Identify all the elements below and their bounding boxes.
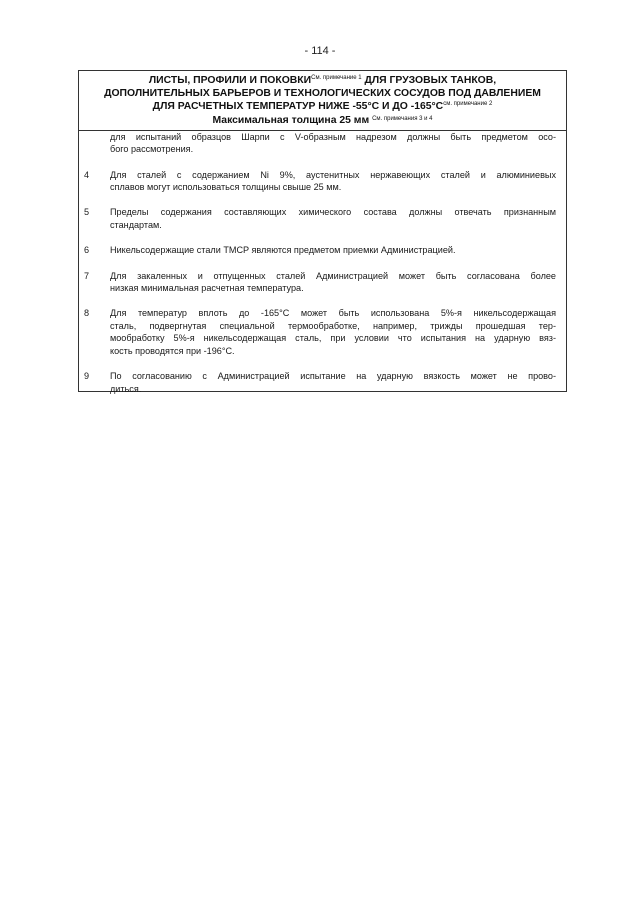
note-9 (79, 370, 566, 395)
note-8 (79, 307, 566, 357)
header-line-1-text: ЛИСТЫ, ПРОФИЛИ И ПОКОВКИ (148, 75, 312, 86)
note-line: мообработку 5%-я никельсодержащая сталь, при условии что испытания на ударную вяз- (110, 333, 556, 344)
note-number: 8 (84, 308, 90, 319)
note-5 (79, 206, 566, 231)
header-line-2: ДОПОЛНИТЕЛЬНЫХ БАРЬЕРОВ И ТЕХНОЛОГИЧЕСКИХ СОСУДОВ ПОД ДАВЛЕНИЕМ (104, 88, 541, 100)
note-number: 5 (84, 207, 90, 218)
note-line: сплавов могут использоваться толщины свыше 25 мм. (110, 182, 342, 193)
table-header (79, 71, 566, 131)
note-number: 7 (84, 270, 90, 281)
header-line-1-text-end: ДЛЯ ГРУЗОВЫХ ТАНКОВ, (361, 75, 497, 86)
header-note-ref-3: См. примечания 3 и 4 (372, 115, 433, 122)
note-line: Никельсодержащие стали TMCP являются предметом приемки Администрацией. (110, 245, 456, 256)
note-4 (79, 169, 566, 194)
note-number: 6 (84, 245, 90, 256)
note-line: диться. (110, 383, 142, 394)
header-subtitle (83, 114, 562, 127)
notes-table (78, 70, 567, 392)
note-line: По согласованию с Администрацией испытание на ударную вязкость может не прово- (110, 371, 556, 382)
header-line-3-text: ДЛЯ РАСЧЕТНЫХ ТЕМПЕРАТУР НИЖЕ -55°C И ДО -165°C (152, 101, 444, 113)
note-line: Пределы содержания составляющих химического состава должны отвечать признанным (110, 207, 556, 218)
header-line-1 (83, 74, 562, 87)
note-line: кость проводятся при -196°C. (110, 345, 235, 356)
note-6 (79, 244, 566, 256)
note-line: Для температур вплоть до -165°C может быть использована 5%-я никельсодержащая (110, 308, 556, 319)
notes-list (79, 131, 566, 395)
note-7 (79, 270, 566, 295)
header-line-3 (83, 100, 562, 113)
header-note-ref-1: См. примечание 1 (311, 75, 362, 81)
note-number: 9 (84, 371, 90, 382)
note-line: стандартам. (110, 219, 162, 230)
note-line: низкая минимальная расчетная температура. (110, 283, 304, 294)
header-note-ref-2: см. примечание 2 (443, 101, 493, 108)
note-line: бого рассмотрения. (110, 144, 194, 155)
note-number: 4 (84, 169, 90, 180)
note-line: для испытаний образцов Шарпи с V-образным надрезом должны быть предметом осо- (110, 131, 556, 142)
note-continuation (79, 131, 566, 156)
note-line: Для закаленных и отпущенных сталей Администрацией может быть согласована более (110, 270, 556, 281)
note-line: Для сталей с содержанием Ni 9%, аустенитных нержавеющих сталей и алюминиевых (110, 169, 556, 180)
page-number: - 114 - (304, 45, 336, 57)
note-line: сталь, подвергнутая специальной термообработке, например, трижды прошедшая тер- (110, 320, 556, 331)
header-subtitle-text: Максимальная толщина 25 мм (212, 114, 373, 126)
